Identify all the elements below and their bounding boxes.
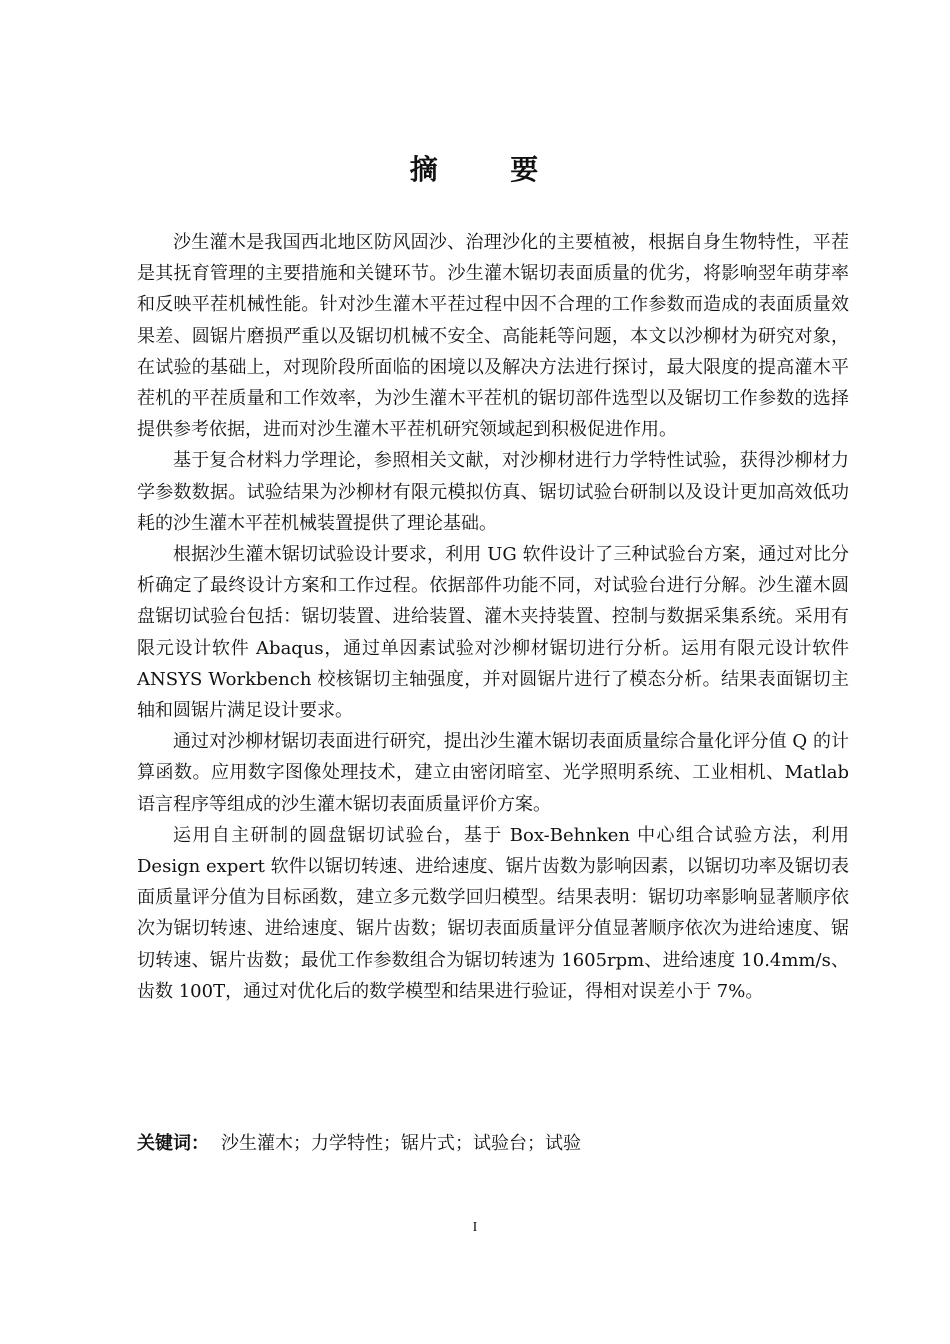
abstract-paragraph-2: 基于复合材料力学理论，参照相关文献，对沙柳材进行力学特性试验，获得沙柳材力学参数数据。试验结果为沙柳材有限元模拟仿真、锯切试验台研制以及设计更加高效低功耗的沙生灌木平茬机械装置提供了理论基础。: [137, 450, 849, 534]
keywords-label: 关键词：: [137, 1133, 209, 1154]
abstract-paragraph-1: 沙生灌木是我国西北地区防风固沙、治理沙化的主要植被，根据自身生物特性，平茬是其抚育管理的主要措施和关键环节。沙生灌木锯切表面质量的优劣，将影响翌年萌芽率和反映平茬机械性能。针对沙生灌木平茬过程中因不合理的工作参数而造成的表面质量效果差、圆锯片磨损严重以及锯切机械不安全、高能耗等问题，本文以沙柳材为研究对象，在试验的基础上，对现阶段所面临的困境以及解决方法进行探讨，最大限度的提高灌木平茬机的平茬质量和工作效率，为沙生灌木平茬机的锯切部件选型以及锯切工作参数的选择提供参考依据，进而对沙生灌木平茬机研究领域起到积极促进作用。: [137, 232, 849, 441]
abstract-paragraph-3: 根据沙生灌木锯切试验设计要求，利用 UG 软件设计了三种试验台方案，通过对比分析确定了最终设计方案和工作过程。依据部件功能不同，对试验台进行分解。沙生灌木圆盘锯切试验台包括：锯切装置、进给装置、灌木夹持装置、控制与数据采集系统。采用有限元设计软件 Abaqus，通过单因素试验对沙柳材锯切进行分析。运用有限元设计软件 ANSYS Workbench 校核锯切主轴强度，并对圆锯片进行了模态分析。结果表面锯切主轴和圆锯片满足设计要求。: [137, 544, 849, 722]
abstract-paragraph-5: 运用自主研制的圆盘锯切试验台，基于 Box-Behnken 中心组合试验方法，利用 Design expert 软件以锯切转速、进给速度、锯片齿数为影响因素，以锯切功率及锯切表面质量评分值为目标函数，建立多元数学回归模型。结果表明：锯切功率影响显著顺序依次为锯切转速、进给速度、锯片齿数；锯切表面质量评分值显著顺序依次为进给速度、锯切转速、锯片齿数；最优工作参数组合为锯切转速为 1605rpm、进给速度 10.4mm/s、齿数 100T，通过对优化后的数学模型和结果进行验证，得相对误差小于 7%。: [137, 824, 849, 1002]
abstract-body: [137, 227, 849, 1007]
keywords-list: 沙生灌木；力学特性；锯片式；试验台；试验: [221, 1133, 581, 1154]
keywords-line: [137, 1128, 849, 1159]
abstract-paragraph-4: 通过对沙柳材锯切表面进行研究，提出沙生灌木锯切表面质量综合量化评分值 Q 的计算函数。应用数字图像处理技术，建立由密闭暗室、光学照明系统、工业相机、Matlab 语言程序等组成的沙生灌木锯切表面质量评价方案。: [137, 731, 849, 815]
page-title: 摘 要: [409, 153, 541, 186]
page-number: I: [472, 1220, 478, 1235]
